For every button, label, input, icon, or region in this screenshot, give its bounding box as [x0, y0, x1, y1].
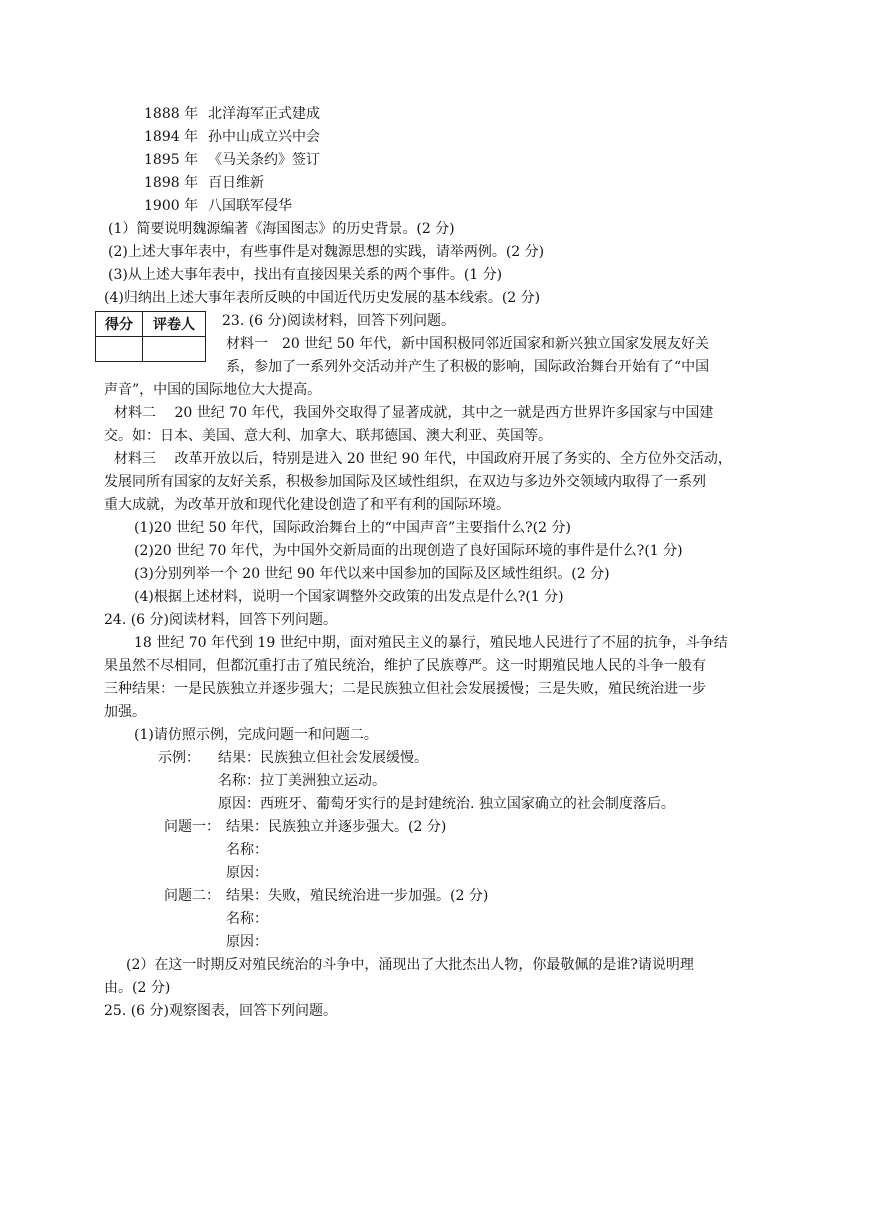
question-22-sub-3: (3)从上述大事年表中，找出有直接因果关系的两个事件。(1 分) — [108, 267, 503, 283]
timeline-event: 百日维新 — [208, 175, 264, 191]
timeline-year: 1894 年 — [144, 129, 199, 145]
question-23-title: 23. (6 分)阅读材料，回答下列问题。 — [222, 313, 455, 329]
question-23-material-2: 材料二 20 世纪 70 年代，我国外交取得了显著成就，其中之一就是西方世界许多国家与中国建 — [114, 405, 714, 421]
question-22-sub-4: (4)归纳出上述大事年表所反映的中国近代历史发展的基本线索。(2 分) — [104, 290, 541, 306]
question-23-material-3: 重大成就，为改革开放和现代化建设创造了和平有利的国际环境。 — [104, 497, 510, 513]
question-24-sub-2: 由。(2 分) — [104, 980, 171, 996]
question-24-passage: 果虽然不尽相同，但都沉重打击了殖民统治，维护了民族尊严。这一时期殖民地人民的斗争一般有 — [104, 658, 706, 674]
question-23-sub-4: (4)根据上述材料，说明一个国家调整外交政策的出发点是什么?(1 分) — [134, 589, 564, 605]
question-24-passage: 18 世纪 70 年代到 19 世纪中期，面对殖民主义的暴行，殖民地人民进行了不屈的抗争，斗争结 — [134, 635, 728, 651]
question-23-sub-2: (2)20 世纪 70 年代，为中国外交新局面的出现创造了良好国际环境的事件是什么?(1 分) — [134, 543, 683, 559]
problem-1-reason: 原因： — [226, 865, 268, 881]
grader-label: 评卷人 — [143, 312, 206, 337]
timeline-row — [144, 173, 264, 193]
problem-2-reason: 原因： — [226, 934, 268, 950]
question-24-sub-2: (2）在这一时期反对殖民统治的斗争中，涌现出了大批杰出人物，你最敬佩的是谁?请说明理 — [126, 957, 694, 973]
timeline-event: 孙中山成立兴中会 — [208, 129, 320, 145]
question-24-passage: 加强。 — [104, 704, 146, 720]
question-23-material-1: 系，参加了一系列外交活动并产生了积极的影响，国际政治舞台开始有了“中国 — [226, 359, 710, 375]
problem-2-result: 结果：失败，殖民统治进一步加强。(2 分) — [226, 888, 489, 904]
example-result: 结果：民族独立但社会发展缓慢。 — [218, 750, 428, 766]
problem-1-name: 名称： — [226, 842, 268, 858]
question-23-sub-3: (3)分别列举一个 20 世纪 90 年代以来中国参加的国际及区域性组织。(2 分) — [134, 566, 610, 582]
example-reason: 原因：西班牙、葡萄牙实行的是封建统治. 独立国家确立的社会制度落后。 — [218, 796, 675, 812]
problem-1-result: 结果：民族独立并逐步强大。(2 分) — [226, 819, 447, 835]
score-cell — [96, 337, 143, 362]
example-label: 示例： — [158, 750, 200, 766]
question-24-sub-1: (1)请仿照示例，完成问题一和问题二。 — [134, 727, 378, 743]
question-23-material-2: 交。如：日本、美国、意大利、加拿大、联邦德国、澳大利亚、英国等。 — [104, 428, 552, 444]
timeline-row — [144, 104, 320, 124]
question-25-title: 25. (6 分)观察图表，回答下列问题。 — [104, 1003, 337, 1019]
score-box — [95, 311, 206, 362]
question-22-sub-1: (1）简要说明魏源编著《海国图志》的历史背景。(2 分) — [108, 221, 455, 237]
question-23-material-1: 材料一 20 世纪 50 年代，新中国积极同邻近国家和新兴独立国家发展友好关 — [226, 336, 709, 352]
timeline-year: 1888 年 — [144, 106, 199, 122]
problem-1-label: 问题一： — [164, 819, 220, 835]
timeline-row — [144, 196, 292, 216]
timeline-year: 1895 年 — [144, 152, 199, 168]
question-24-passage: 三种结果：一是民族独立并逐步强大；二是民族独立但社会发展援慢；三是失败，殖民统治进一步 — [104, 681, 706, 697]
question-23-sub-1: (1)20 世纪 50 年代，国际政治舞台上的“中国声音”主要指什么?(2 分) — [134, 520, 571, 536]
question-23-material-3: 发展同所有国家的友好关系，积极参加国际及区域性组织，在双边与多边外交领域内取得了一系列 — [104, 474, 706, 490]
timeline-event: 北洋海军正式建成 — [208, 106, 320, 122]
score-label: 得分 — [96, 312, 143, 337]
question-22-sub-2: (2)上述大事年表中，有些事件是对魏源思想的实践，请举两例。(2 分) — [108, 244, 545, 260]
question-24-title: 24. (6 分)阅读材料，回答下列问题。 — [104, 612, 337, 628]
question-23-material-1: 声音”，中国的国际地位大大提高。 — [104, 382, 322, 398]
grader-cell — [143, 337, 206, 362]
timeline-row — [144, 127, 320, 147]
problem-2-name: 名称： — [226, 911, 268, 927]
timeline-event: 《马关条约》签订 — [208, 152, 320, 168]
timeline-row — [144, 150, 320, 170]
timeline-year: 1900 年 — [144, 198, 199, 214]
timeline-event: 八国联军侵华 — [208, 198, 292, 214]
timeline-year: 1898 年 — [144, 175, 199, 191]
question-23-material-3: 材料三 改革开放以后，特别是进入 20 世纪 90 年代，中国政府开展了务实的、全方位外交活动， — [114, 451, 732, 467]
problem-2-label: 问题二： — [164, 888, 220, 904]
example-name: 名称：拉丁美洲独立运动。 — [218, 773, 386, 789]
